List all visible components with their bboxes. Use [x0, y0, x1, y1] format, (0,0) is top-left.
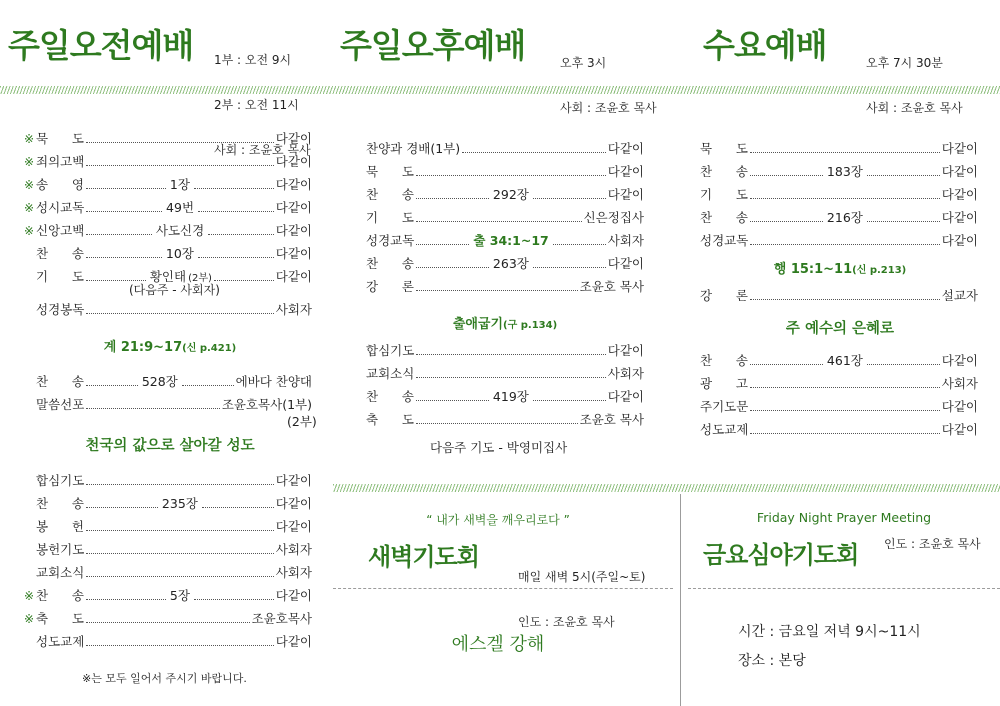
order-row	[24, 152, 312, 170]
dot-leader	[194, 599, 274, 600]
order-label: 강 론	[700, 288, 748, 303]
order-person: 설교자	[941, 288, 978, 303]
order-person: 신은정집사	[583, 210, 644, 225]
friday-place: 장소 : 본당	[738, 653, 806, 669]
order-detail: 황인태	[149, 269, 187, 284]
order-label: 말씀선포	[36, 397, 85, 412]
dot-leader	[208, 234, 274, 235]
dot-leader	[416, 244, 469, 245]
order-label: 성시교독	[36, 200, 85, 215]
dot-leader	[750, 221, 823, 222]
order-label: 찬 송	[36, 374, 84, 389]
dot-leader	[86, 188, 166, 189]
order-detail: 5장	[169, 588, 190, 603]
order-detail: 49번	[166, 200, 195, 215]
morning-scripture: 계 21:9~17(신 p.421)	[103, 340, 237, 355]
dot-leader	[198, 257, 274, 258]
friday-title: 금요심야기도회	[703, 541, 859, 569]
order-person: 다같이	[941, 422, 978, 437]
order-row	[700, 162, 978, 180]
order-label: 찬 송	[700, 353, 748, 368]
order-label: 축 도	[36, 611, 84, 626]
order-person: 다같이	[275, 496, 313, 511]
order-person: 다같이	[275, 177, 313, 192]
order-person: 다같이	[607, 187, 645, 202]
order-row	[700, 231, 978, 249]
dot-leader	[416, 175, 606, 176]
order-row	[366, 139, 644, 157]
dot-leader	[533, 267, 606, 268]
dot-leader	[214, 280, 274, 281]
order-row	[366, 277, 644, 295]
order-label: 합심기도	[366, 343, 415, 358]
standing-mark: ※	[24, 155, 35, 169]
order-row	[24, 517, 312, 535]
dot-leader	[867, 364, 940, 365]
order-label: 성경교독	[700, 233, 749, 248]
order-person: 다같이	[607, 343, 644, 358]
friday-time: 시간 : 금요일 저녁 9시~11시	[738, 624, 921, 640]
order-detail: 528장	[141, 374, 178, 389]
order-row	[700, 420, 978, 438]
order-label: 묵 도	[36, 131, 84, 146]
standing-mark: ※	[24, 132, 35, 146]
dot-leader	[416, 423, 578, 424]
order-detail: 출 34:1~17	[473, 233, 549, 248]
order-row	[366, 410, 644, 428]
dot-leader	[462, 152, 606, 153]
order-label: 송 영	[36, 177, 84, 192]
panel-separator	[680, 494, 681, 706]
dot-leader	[750, 198, 940, 199]
order-row	[24, 244, 312, 262]
order-label: 교회소식	[366, 366, 415, 381]
order-person: 다같이	[941, 399, 978, 414]
order-detail: 사도신경	[155, 223, 205, 238]
order-detail: 461장	[826, 353, 863, 368]
standing-mark: ※	[24, 201, 35, 215]
order-row	[24, 175, 312, 193]
order-person: 다같이	[275, 246, 312, 261]
order-row	[700, 139, 978, 157]
dot-leader	[182, 385, 234, 386]
dot-leader	[416, 221, 582, 222]
order-row	[366, 208, 644, 226]
order-row	[24, 129, 312, 147]
order-person: 다같이	[607, 389, 645, 404]
order-person: 다같이	[275, 223, 313, 238]
order-row	[24, 300, 312, 318]
order-label: 기 도	[366, 210, 414, 225]
order-person: 사회자	[607, 366, 644, 381]
order-label: 찬 송	[36, 588, 84, 603]
order-person: 사회자	[941, 376, 978, 391]
afternoon-service-title: 주일오후예배	[340, 26, 526, 65]
order-person: 조윤호 목사	[579, 279, 644, 294]
order-row	[24, 471, 312, 489]
order-label: 묵 도	[366, 164, 414, 179]
dot-leader	[86, 313, 273, 314]
dawn-info: 매일 새벽 5시(주일~토) 인도 : 조윤호 목사	[518, 570, 646, 629]
order-detail: 183장	[826, 164, 863, 179]
order-label: 찬 송	[366, 389, 414, 404]
dot-leader	[416, 198, 489, 199]
order-detail: 292장	[492, 187, 529, 202]
order-label: 성도교제	[700, 422, 749, 437]
order-row	[366, 387, 644, 405]
order-label: 찬 송	[700, 210, 748, 225]
order-person: 에바다 찬양대	[235, 374, 312, 389]
order-row	[24, 540, 312, 558]
order-person: 사회자	[275, 542, 312, 557]
order-row	[36, 395, 312, 413]
dot-leader	[867, 221, 940, 222]
dot-leader	[750, 387, 940, 388]
dawn-quote: “ 내가 새벽을 깨우리로다 ”	[426, 513, 570, 527]
dot-leader	[416, 267, 489, 268]
order-person: 사회자	[607, 233, 644, 248]
order-person: 다같이	[275, 519, 312, 534]
order-label: 성경봉독	[36, 302, 85, 317]
order-row	[24, 586, 312, 604]
next-prayer: 다음주 기도 - 박영미집사	[430, 440, 568, 455]
wednesday-service-info: 오후 7시 30분 사회 : 조윤호 목사	[866, 56, 963, 115]
order-label: 죄의고백	[36, 154, 85, 169]
order-label: 기 도	[36, 269, 84, 284]
order-row	[700, 374, 978, 392]
order-person: 조윤호목사	[251, 611, 312, 626]
order-detail: 1장	[169, 177, 190, 192]
dot-leader	[86, 408, 220, 409]
dot-leader	[86, 553, 273, 554]
order-row	[366, 162, 644, 180]
afternoon-topic: 출애굽기(구 p.134)	[452, 317, 558, 332]
dot-leader	[416, 290, 578, 291]
order-person: 다같이	[275, 269, 313, 284]
wednesday-sermon-title: 주 예수의 은혜로	[785, 321, 895, 337]
dot-leader	[86, 645, 273, 646]
morning-service-info: 1부 : 오전 9시 2부 : 오전 11시 사회 : 조윤호 목사	[214, 53, 311, 157]
dot-leader	[198, 211, 274, 212]
friday-subtitle: Friday Night Prayer Meeting	[756, 510, 932, 525]
order-row	[24, 494, 312, 512]
lower-divider	[333, 484, 1000, 492]
order-label: 찬 송	[36, 246, 84, 261]
order-detail: 216장	[826, 210, 863, 225]
dot-leader	[86, 576, 273, 577]
dot-leader	[202, 507, 274, 508]
order-person: 다같이	[275, 473, 312, 488]
order-detail-small: (2부)	[188, 273, 212, 284]
order-label: 기 도	[700, 187, 748, 202]
standing-mark: ※	[24, 178, 35, 192]
dot-leader	[86, 257, 162, 258]
order-label: 주기도문	[700, 399, 749, 414]
order-row	[700, 351, 978, 369]
order-row	[36, 372, 312, 390]
order-person: 다같이	[275, 131, 312, 146]
order-row	[700, 185, 978, 203]
order-label: 합심기도	[36, 473, 85, 488]
order-person: 다같이	[941, 353, 979, 368]
order-row	[700, 208, 978, 226]
dot-leader	[750, 299, 940, 300]
dawn-topic: 에스겔 강해	[451, 634, 545, 655]
second-service-note: (2부)	[287, 414, 317, 429]
prayer-note: (다음주 - 사회자)	[129, 283, 220, 297]
dot-leader	[750, 152, 940, 153]
dot-leader	[86, 234, 152, 235]
order-row	[24, 221, 312, 239]
order-label: 성도교제	[36, 634, 85, 649]
dot-leader	[416, 377, 605, 378]
order-person: 다같이	[941, 164, 979, 179]
order-person: 사회자	[275, 302, 312, 317]
order-label: 찬 송	[700, 164, 748, 179]
order-row	[700, 286, 978, 304]
order-person: 다같이	[607, 141, 644, 156]
dot-leader	[86, 599, 166, 600]
dot-leader	[867, 175, 940, 176]
friday-divider	[688, 588, 1000, 589]
order-person: 사회자	[275, 565, 312, 580]
dot-leader	[750, 244, 939, 245]
order-label: 봉헌기도	[36, 542, 85, 557]
order-label: 축 도	[366, 412, 414, 427]
dot-leader	[86, 165, 273, 166]
morning-service-title: 주일오전예배	[8, 26, 194, 65]
order-person: 다같이	[275, 588, 313, 603]
order-label: 찬양과 경배(1부)	[366, 141, 461, 156]
dot-leader	[533, 400, 606, 401]
dot-leader	[750, 433, 939, 434]
standing-footnote: ※는 모두 일어서 주시기 바랍니다.	[82, 672, 247, 685]
dot-leader	[86, 530, 274, 531]
order-person: 다같이	[941, 233, 978, 248]
order-row	[24, 609, 312, 627]
order-row	[366, 341, 644, 359]
order-person: 다같이	[941, 210, 979, 225]
dot-leader	[86, 622, 250, 623]
dot-leader	[86, 385, 138, 386]
order-label: 신앙고백	[36, 223, 85, 238]
order-person: 다같이	[275, 154, 312, 169]
order-row	[24, 632, 312, 650]
order-label: 묵 도	[700, 141, 748, 156]
order-label: 성경교독	[366, 233, 415, 248]
order-row	[366, 231, 644, 249]
dot-leader	[86, 142, 274, 143]
order-label: 찬 송	[366, 256, 414, 271]
order-label: 봉 헌	[36, 519, 84, 534]
header-divider	[0, 86, 1000, 94]
friday-leader: 인도 : 조윤호 목사	[884, 537, 981, 551]
order-detail: 263장	[492, 256, 529, 271]
dot-leader	[86, 507, 158, 508]
order-row	[24, 198, 312, 216]
standing-mark: ※	[24, 612, 35, 626]
wednesday-service-title: 수요예배	[703, 26, 827, 65]
order-label: 광 고	[700, 376, 748, 391]
morning-sermon-title: 천국의 값으로 살아갈 성도	[85, 438, 255, 454]
order-person: 다같이	[941, 187, 978, 202]
order-row	[366, 185, 644, 203]
dot-leader	[416, 400, 489, 401]
dot-leader	[750, 364, 823, 365]
order-row	[366, 254, 644, 272]
order-label: 찬 송	[36, 496, 84, 511]
order-label: 교회소식	[36, 565, 85, 580]
order-person: 다같이	[941, 141, 978, 156]
dot-leader	[86, 484, 273, 485]
dot-leader	[750, 175, 823, 176]
order-label: 강 론	[366, 279, 414, 294]
order-detail: 235장	[161, 496, 198, 511]
order-row	[366, 364, 644, 382]
order-detail: 419장	[492, 389, 529, 404]
dot-leader	[194, 188, 274, 189]
order-person: 다같이	[607, 164, 644, 179]
afternoon-service-info: 오후 3시 사회 : 조윤호 목사	[560, 56, 657, 115]
order-row	[24, 563, 312, 581]
dot-leader	[750, 410, 939, 411]
dot-leader	[553, 244, 606, 245]
order-person: 다같이	[607, 256, 645, 271]
dot-leader	[533, 198, 606, 199]
order-row	[700, 397, 978, 415]
dot-leader	[416, 354, 605, 355]
order-person: 다같이	[275, 634, 312, 649]
standing-mark: ※	[24, 224, 35, 238]
dawn-divider	[333, 588, 673, 589]
order-person: 조윤호목사(1부)	[221, 397, 312, 412]
standing-mark: ※	[24, 589, 35, 603]
dot-leader	[86, 211, 162, 212]
wednesday-scripture: 행 15:1~11(신 p.213)	[773, 262, 907, 277]
order-person: 조윤호 목사	[579, 412, 644, 427]
order-label: 찬 송	[366, 187, 414, 202]
order-detail: 10장	[165, 246, 194, 261]
dawn-title: 새벽기도회	[368, 543, 479, 571]
order-person: 다같이	[275, 200, 312, 215]
